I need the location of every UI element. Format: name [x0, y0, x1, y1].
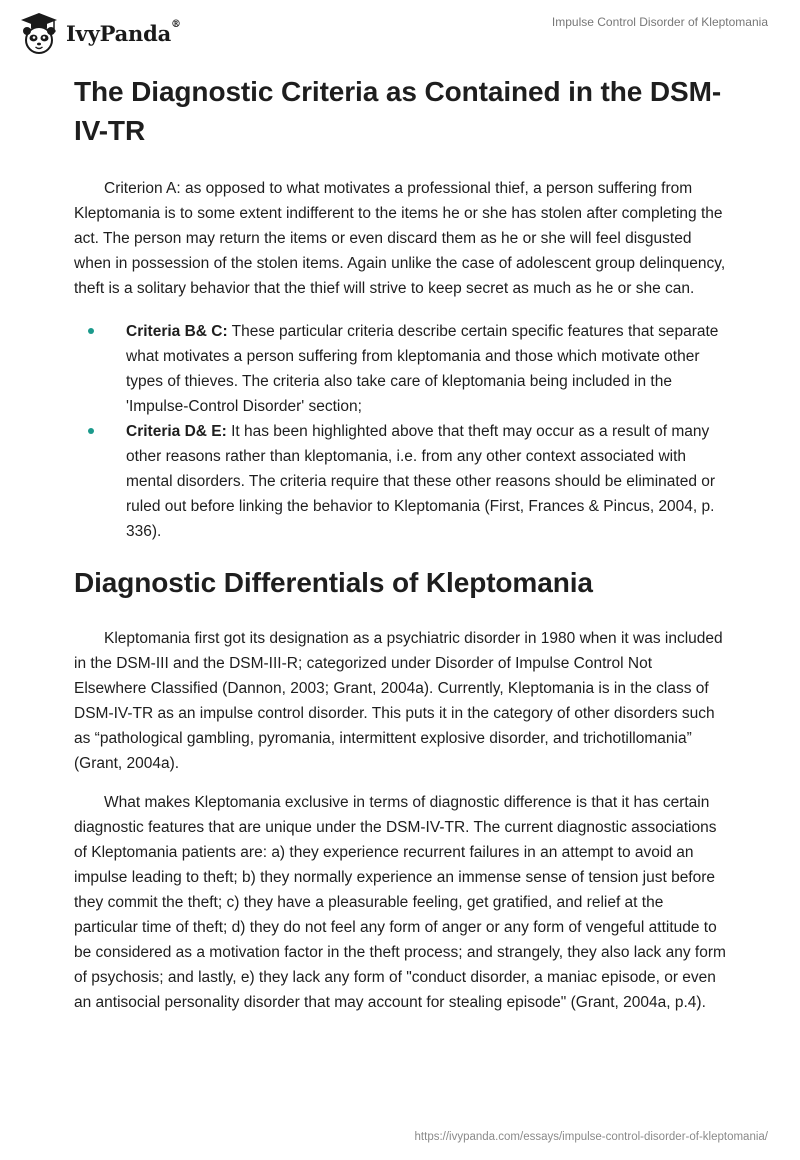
paragraph-criterion-a: Criterion A: as opposed to what motivates a professional thief, a person suffering from Kleptomania is to some extent indifferent to the items he or she has stolen after completing the act. The person may return the items or even discard them as he or she will feel disgusted when in possession of the stolen items. Again unlike the case of adolescent group delinquency, theft is a solitary behavior that the thief will strive to keep secret as much as he or she can. — [74, 180, 726, 297]
bullet-text: It has been highlighted above that theft may occur as a result of many other reasons rather than kleptomania, i.e. from any other context associated with mental disorders. The criteria require that these other reasons should be eliminated or ruled out before linking the behavior to Kleptomania (First, Frances & Pincus, 2004, p. 336). — [126, 423, 716, 540]
page-header — [0, 0, 800, 64]
bullet-icon — [88, 428, 94, 434]
ivypanda-logo[interactable] — [16, 10, 181, 56]
paragraph-exclusive-features: What makes Kleptomania exclusive in terms of diagnostic difference is that it has certain diagnostic features that are unique under the DSM-IV-TR. The current diagnostic associations of Kleptomania patients are: a) they experience recurrent failures in an attempt to avoid an impulse leading to theft; b) they normally experience an immense sense of tension just before they commit the theft; c) they have a pleasurable feeling, get gratified, and relief at the particular time of theft; d) they do not feel any form of anger or any form of vengeful attitude to be considered as a motivation factor in the theft process; and strangely, they also lack any form of psychosis; and lastly, e) they lack any form of "conduct disorder, a maniac episode, or even an antisocial personality disorder that may account for stealing episode" (Grant, 2004a, p.4). — [74, 794, 726, 1011]
paragraph-designation: Kleptomania first got its designation as a psychiatric disorder in 1980 when it was included in the DSM-III and the DSM-III-R; categorized under Disorder of Impulse Control Not Elsewhere Classified (Dannon, 2003; Grant, 2004a). Currently, Kleptomania is in the class of DSM-IV-TR as an impulse control disorder. This puts it in the category of other disorders such as “pathological gambling, pyromania, intermittent explosive disorder, and trichotillomania” (Grant, 2004a). — [74, 630, 723, 772]
bullet-label: Criteria D& E: — [126, 423, 227, 440]
bullet-label: Criteria B& C: — [126, 323, 228, 340]
article-body — [74, 72, 728, 1029]
bullet-text: These particular criteria describe certain specific features that separate what motivates a person suffering from kleptomania and those which motivate other types of thieves. The criteria also take care of kleptomania being included in the 'Impulse-Control Disorder' section; — [126, 323, 719, 415]
criteria-list — [74, 315, 728, 544]
document-title: Impulse Control Disorder of Kleptomania — [551, 15, 768, 29]
list-item — [74, 419, 728, 544]
brand-name — [66, 18, 181, 46]
source-url[interactable]: https://ivypanda.com/essays/impulse-control-disorder-of-kleptomania/ — [414, 1131, 768, 1143]
section-heading-diagnostic-differentials: Diagnostic Differentials of Kleptomania — [74, 567, 593, 598]
list-item — [74, 319, 728, 419]
section-heading-diagnostic-criteria: The Diagnostic Criteria as Contained in the DSM-IV-TR — [74, 76, 722, 146]
bullet-icon — [88, 328, 94, 334]
brand-text: IvyPanda — [66, 20, 172, 46]
registered-mark: ® — [171, 18, 181, 30]
panda-graduate-icon — [16, 10, 62, 56]
